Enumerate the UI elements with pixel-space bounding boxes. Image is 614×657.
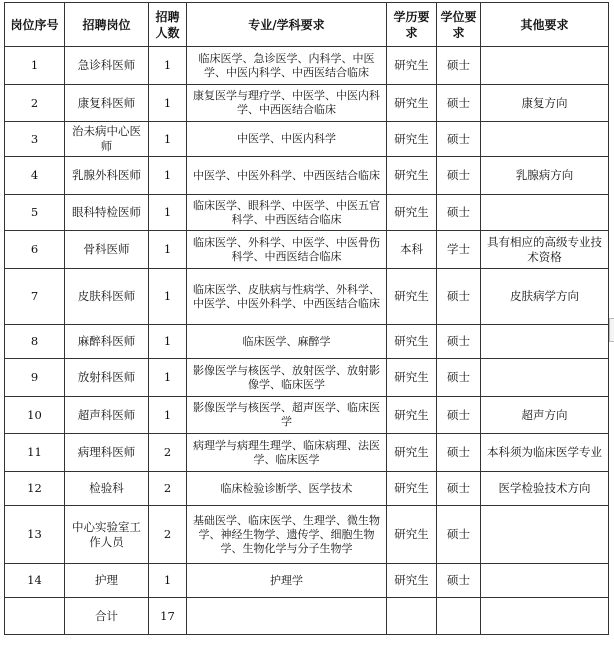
other-requirement [481, 564, 609, 598]
education-requirement: 研究生 [387, 325, 437, 359]
headcount: 2 [149, 472, 187, 506]
table-row [5, 195, 609, 231]
headcount: 1 [149, 157, 187, 195]
total-empty-cell [187, 598, 387, 635]
major-requirement: 影像医学与核医学、放射医学、放射影像学、临床医学 [187, 359, 387, 397]
header-major: 专业/学科要求 [187, 3, 387, 47]
recruitment-table [4, 2, 609, 635]
post-name: 病理科医师 [65, 434, 149, 472]
degree-requirement: 硕士 [437, 157, 481, 195]
degree-requirement: 硕士 [437, 434, 481, 472]
degree-requirement: 硕士 [437, 47, 481, 85]
row-number: 2 [5, 85, 65, 122]
header-degree: 学位要求 [437, 3, 481, 47]
degree-requirement: 硕士 [437, 472, 481, 506]
post-name: 麻醉科医师 [65, 325, 149, 359]
row-number: 1 [5, 47, 65, 85]
post-name: 康复科医师 [65, 85, 149, 122]
other-requirement [481, 47, 609, 85]
header-count: 招聘人数 [149, 3, 187, 47]
other-requirement [481, 122, 609, 157]
major-requirement: 基础医学、临床医学、生理学、微生物学、神经生物学、遗传学、细胞生物学、生物化学与分子生物学 [187, 506, 387, 564]
table-row [5, 434, 609, 472]
major-requirement: 护理学 [187, 564, 387, 598]
post-name: 放射科医师 [65, 359, 149, 397]
total-empty-cell [481, 598, 609, 635]
headcount: 1 [149, 359, 187, 397]
total-count: 17 [149, 598, 187, 635]
row-number: 9 [5, 359, 65, 397]
row-number: 8 [5, 325, 65, 359]
other-requirement [481, 325, 609, 359]
degree-requirement: 硕士 [437, 359, 481, 397]
major-requirement: 临床检验诊断学、医学技术 [187, 472, 387, 506]
table-row [5, 472, 609, 506]
header-education: 学历要求 [387, 3, 437, 47]
degree-requirement: 硕士 [437, 564, 481, 598]
headcount: 1 [149, 564, 187, 598]
education-requirement: 研究生 [387, 359, 437, 397]
total-empty-cell [437, 598, 481, 635]
page-edge-tab[interactable] [609, 318, 614, 342]
major-requirement: 影像医学与核医学、超声医学、临床医学 [187, 397, 387, 434]
post-name: 中心实验室工作人员 [65, 506, 149, 564]
headcount: 1 [149, 231, 187, 269]
other-requirement: 医学检验技术方向 [481, 472, 609, 506]
post-name: 急诊科医师 [65, 47, 149, 85]
table-row [5, 397, 609, 434]
total-empty-cell [387, 598, 437, 635]
education-requirement: 研究生 [387, 195, 437, 231]
degree-requirement: 硕士 [437, 195, 481, 231]
other-requirement: 超声方向 [481, 397, 609, 434]
major-requirement: 临床医学、眼科学、中医学、中医五官科学、中西医结合临床 [187, 195, 387, 231]
major-requirement: 临床医学、急诊医学、内科学、中医学、中医内科学、中西医结合临床 [187, 47, 387, 85]
post-name: 乳腺外科医师 [65, 157, 149, 195]
table-row [5, 564, 609, 598]
row-number: 13 [5, 506, 65, 564]
headcount: 1 [149, 122, 187, 157]
row-number: 10 [5, 397, 65, 434]
other-requirement [481, 359, 609, 397]
headcount: 2 [149, 434, 187, 472]
education-requirement: 研究生 [387, 122, 437, 157]
post-name: 检验科 [65, 472, 149, 506]
row-number: 4 [5, 157, 65, 195]
other-requirement: 康复方向 [481, 85, 609, 122]
major-requirement: 病理学与病理生理学、临床病理、法医学、临床医学 [187, 434, 387, 472]
row-number: 14 [5, 564, 65, 598]
education-requirement: 研究生 [387, 85, 437, 122]
other-requirement: 具有相应的高级专业技术资格 [481, 231, 609, 269]
other-requirement: 皮肤病学方向 [481, 269, 609, 325]
education-requirement: 研究生 [387, 269, 437, 325]
headcount: 1 [149, 195, 187, 231]
table-row [5, 269, 609, 325]
degree-requirement: 硕士 [437, 325, 481, 359]
education-requirement: 研究生 [387, 564, 437, 598]
education-requirement: 研究生 [387, 157, 437, 195]
education-requirement: 本科 [387, 231, 437, 269]
education-requirement: 研究生 [387, 472, 437, 506]
headcount: 1 [149, 47, 187, 85]
table-row [5, 359, 609, 397]
education-requirement: 研究生 [387, 434, 437, 472]
major-requirement: 临床医学、麻醉学 [187, 325, 387, 359]
total-label: 合计 [65, 598, 149, 635]
table-row [5, 85, 609, 122]
post-name: 治未病中心医师 [65, 122, 149, 157]
table-row [5, 122, 609, 157]
education-requirement: 研究生 [387, 47, 437, 85]
headcount: 1 [149, 269, 187, 325]
degree-requirement: 硕士 [437, 397, 481, 434]
row-number: 7 [5, 269, 65, 325]
row-number: 12 [5, 472, 65, 506]
other-requirement [481, 506, 609, 564]
degree-requirement: 学士 [437, 231, 481, 269]
total-row [5, 598, 609, 635]
degree-requirement: 硕士 [437, 85, 481, 122]
table-row [5, 506, 609, 564]
degree-requirement: 硕士 [437, 506, 481, 564]
table-row [5, 47, 609, 85]
education-requirement: 研究生 [387, 506, 437, 564]
headcount: 1 [149, 325, 187, 359]
post-name: 皮肤科医师 [65, 269, 149, 325]
major-requirement: 中医学、中医内科学 [187, 122, 387, 157]
other-requirement: 乳腺病方向 [481, 157, 609, 195]
table-row [5, 157, 609, 195]
row-number: 11 [5, 434, 65, 472]
other-requirement: 本科须为临床医学专业 [481, 434, 609, 472]
post-name: 骨科医师 [65, 231, 149, 269]
row-number: 5 [5, 195, 65, 231]
post-name: 超声科医师 [65, 397, 149, 434]
degree-requirement: 硕士 [437, 122, 481, 157]
headcount: 2 [149, 506, 187, 564]
header-row [5, 3, 609, 47]
education-requirement: 研究生 [387, 397, 437, 434]
major-requirement: 康复医学与理疗学、中医学、中医内科学、中西医结合临床 [187, 85, 387, 122]
post-name: 眼科特检医师 [65, 195, 149, 231]
post-name: 护理 [65, 564, 149, 598]
total-blank-cell [5, 598, 65, 635]
major-requirement: 中医学、中医外科学、中西医结合临床 [187, 157, 387, 195]
table-row [5, 325, 609, 359]
header-post-no: 岗位序号 [5, 3, 65, 47]
headcount: 1 [149, 397, 187, 434]
degree-requirement: 硕士 [437, 269, 481, 325]
headcount: 1 [149, 85, 187, 122]
header-other: 其他要求 [481, 3, 609, 47]
major-requirement: 临床医学、皮肤病与性病学、外科学、中医学、中医外科学、中西医结合临床 [187, 269, 387, 325]
table-row [5, 231, 609, 269]
header-post-name: 招聘岗位 [65, 3, 149, 47]
row-number: 3 [5, 122, 65, 157]
major-requirement: 临床医学、外科学、中医学、中医骨伤科学、中西医结合临床 [187, 231, 387, 269]
other-requirement [481, 195, 609, 231]
row-number: 6 [5, 231, 65, 269]
